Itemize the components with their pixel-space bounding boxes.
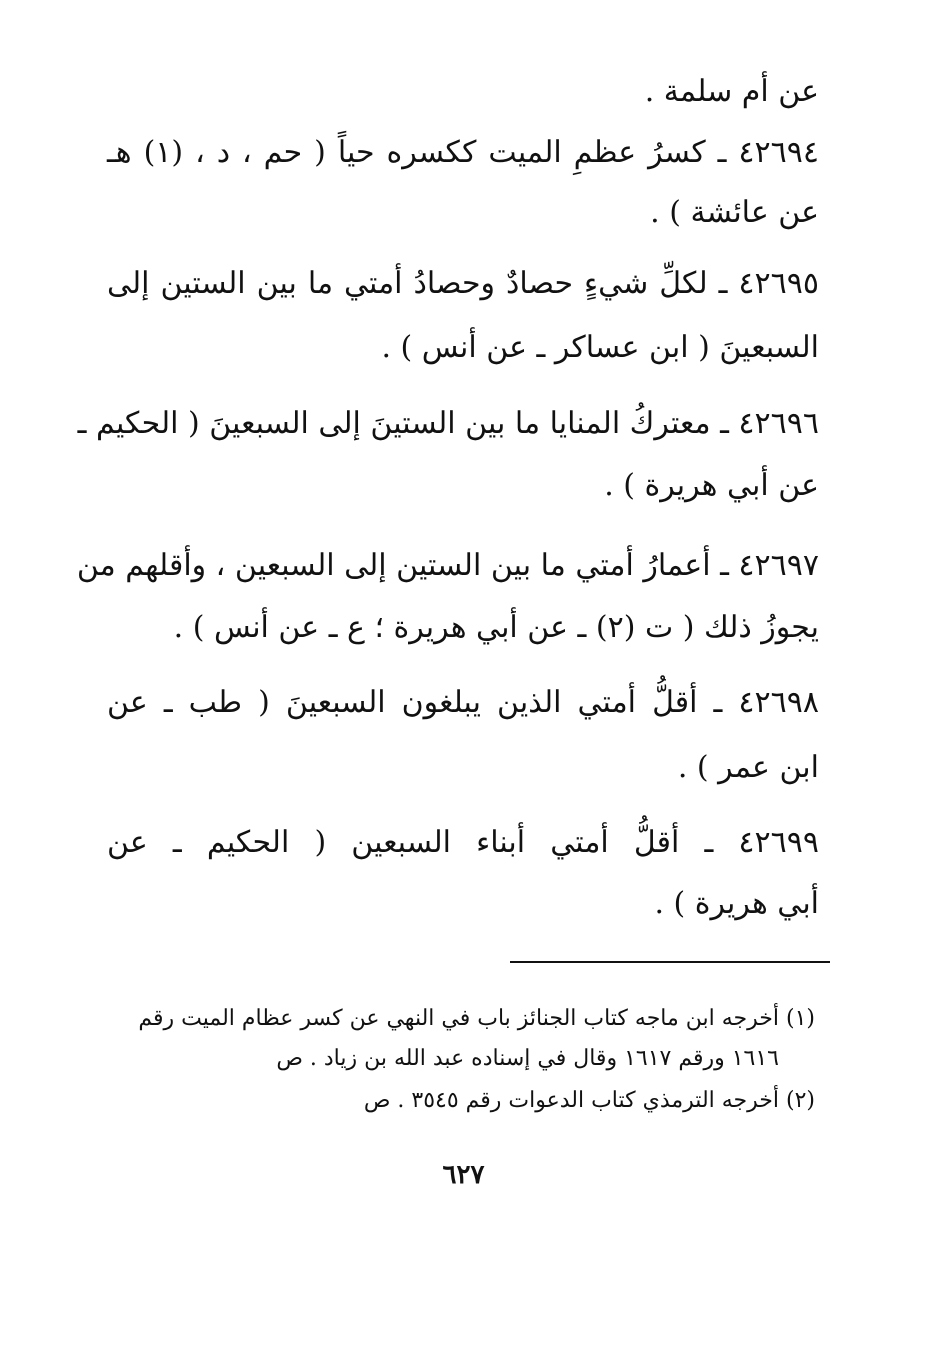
footnote-1-line-2: ١٦١٦ ورقم ١٦١٧ وقال في إسناده عبد الله بن زياد . ص — [276, 1046, 779, 1071]
hadith-42694-line-1: ٤٢٦٩٤ ـ كسرُ عظمِ الميت ككسره حياً ( حم ، د ، (١) هـ — [107, 135, 819, 170]
footnote-1-line-1: (١) أخرجه ابن ماجه كتاب الجنائز باب في النهي عن كسر عظام الميت رقم — [138, 1006, 815, 1031]
hadith-42697-line-1: ٤٢٦٩٧ ـ أعمارُ أمتي ما بين الستين إلى السبعين ، وأقلهم من — [76, 548, 819, 583]
footnote-2: (٢) أخرجه الترمذي كتاب الدعوات رقم ٣٥٤٥ . ص — [363, 1088, 815, 1113]
hadith-42699-line-1: ٤٢٦٩٩ ـ أقلُّ أمتي أبناء السبعين ( الحكيم ـ عن — [107, 825, 819, 860]
hadith-42698-line-1: ٤٢٦٩٨ ـ أقلُّ أمتي الذين يبلغون السبعينَ ( طب ـ عن — [107, 685, 819, 720]
hadith-42694-line-2: عن عائشة ) . — [650, 195, 819, 230]
hadith-42697-line-2: يجوزُ ذلك ( ت (٢) ـ عن أبي هريرة ؛ ع ـ عن أنس ) . — [173, 610, 819, 645]
text-line-1: عن أم سلمة . — [644, 74, 819, 109]
page-number: ٦٢٧ — [442, 1160, 485, 1190]
hadith-42696-line-1: ٤٢٦٩٦ ـ معتركُ المنايا ما بين الستينَ إلى السبعينَ ( الحكيم ـ — [77, 406, 819, 441]
footnote-separator — [510, 961, 830, 963]
hadith-42695-line-1: ٤٢٦٩٥ ـ لكلِّ شيءٍ حصادٌ وحصادُ أمتي ما بين الستين إلى — [107, 266, 819, 301]
hadith-42699-line-2: أبي هريرة ) . — [654, 886, 819, 921]
hadith-42696-line-2: عن أبي هريرة ) . — [604, 468, 819, 503]
hadith-42695-line-2: السبعينَ ( ابن عساكر ـ عن أنس ) . — [381, 330, 819, 365]
hadith-42698-line-2: ابن عمر ) . — [677, 750, 819, 785]
